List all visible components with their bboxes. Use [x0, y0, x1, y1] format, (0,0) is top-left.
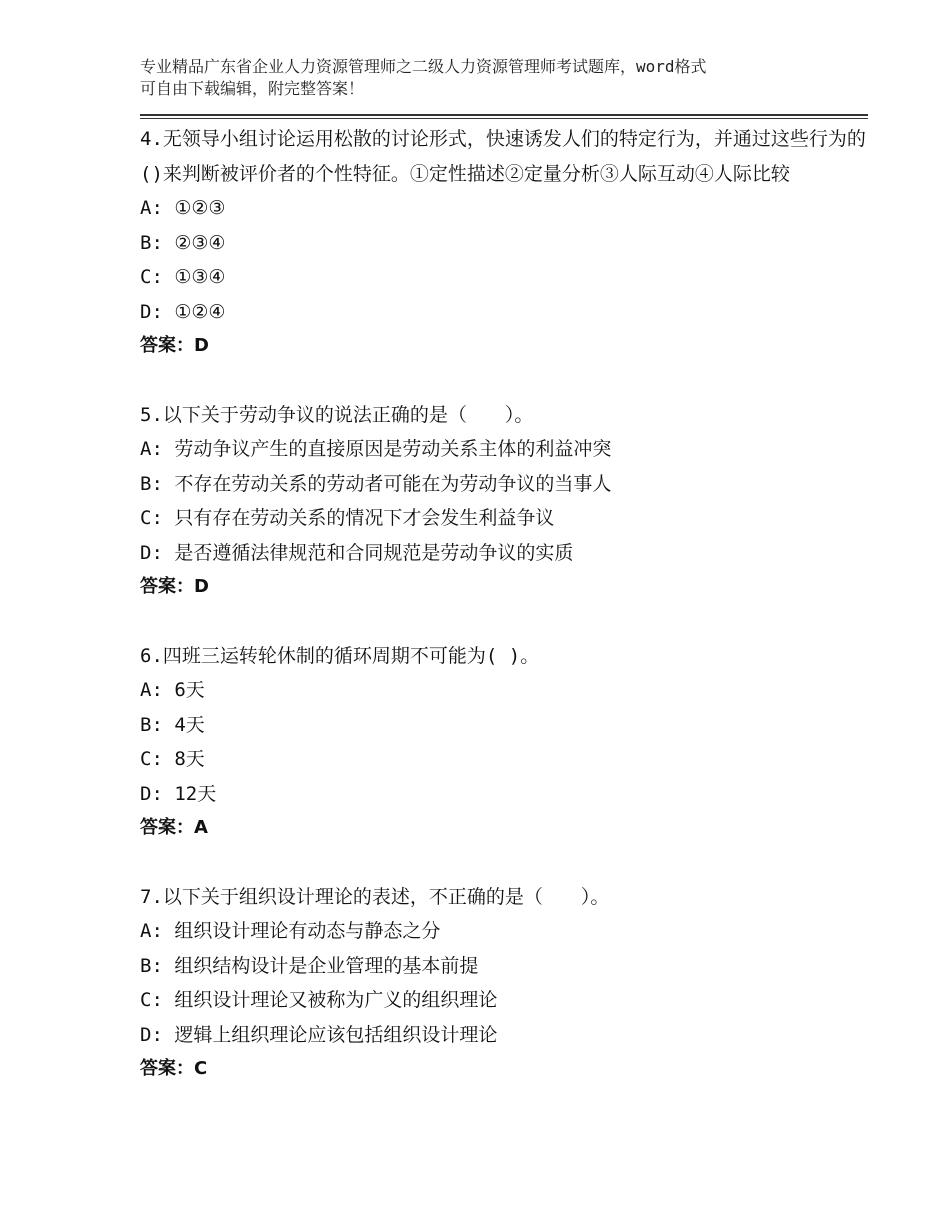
option-d: D: ①②④ — [140, 300, 226, 323]
question-text: 7.以下关于组织设计理论的表述，不正确的是（ ）。 — [140, 885, 610, 908]
answer-label: 答案：D — [140, 576, 209, 597]
option-d: D: 12天 — [140, 782, 217, 805]
question-text: 6.四班三运转轮休制的循环周期不可能为( )。 — [140, 644, 540, 667]
option-c: C: 8天 — [140, 748, 205, 770]
question-6 — [140, 639, 868, 846]
option-b: B: 组织结构设计是企业管理的基本前提 — [140, 954, 479, 977]
header-line-1: 专业精品广东省企业人力资源管理师之二级人力资源管理师考试题库，word格式 — [140, 57, 707, 76]
question-5 — [140, 398, 868, 605]
question-text: 5.以下关于劳动争议的说法正确的是（ ）。 — [140, 403, 534, 426]
document-header — [140, 56, 868, 100]
option-d: D: 是否遵循法律规范和合同规范是劳动争议的实质 — [140, 541, 574, 564]
question-list — [140, 122, 868, 1087]
option-c: C: 只有存在劳动关系的情况下才会发生利益争议 — [140, 507, 555, 529]
answer-label: 答案：C — [140, 1058, 208, 1079]
option-a: A: ①②③ — [140, 197, 226, 219]
header-line-2: 可自由下载编辑，附完整答案！ — [140, 79, 365, 98]
option-a: A: 6天 — [140, 679, 205, 701]
question-text: 4.无领导小组讨论运用松散的讨论形式，快速诱发人们的特定行为，并通过这些行为的()来判断被评价者的个性特征。①定性描述②定量分析③人际互动④人际比较 — [140, 128, 866, 185]
option-b: B: 不存在劳动关系的劳动者可能在为劳动争议的当事人 — [140, 472, 612, 495]
header-divider — [140, 114, 868, 116]
option-c: C: 组织设计理论又被称为广义的组织理论 — [140, 989, 498, 1011]
option-a: A: 组织设计理论有动态与静态之分 — [140, 920, 441, 942]
option-a: A: 劳动争议产生的直接原因是劳动关系主体的利益冲突 — [140, 438, 612, 460]
option-c: C: ①③④ — [140, 266, 226, 288]
document-page — [140, 56, 868, 1121]
question-4 — [140, 122, 868, 364]
question-7 — [140, 880, 868, 1087]
option-d: D: 逻辑上组织理论应该包括组织设计理论 — [140, 1023, 498, 1046]
option-b: B: ②③④ — [140, 231, 226, 254]
option-b: B: 4天 — [140, 713, 205, 736]
answer-label: 答案：D — [140, 335, 209, 356]
answer-label: 答案：A — [140, 817, 208, 838]
